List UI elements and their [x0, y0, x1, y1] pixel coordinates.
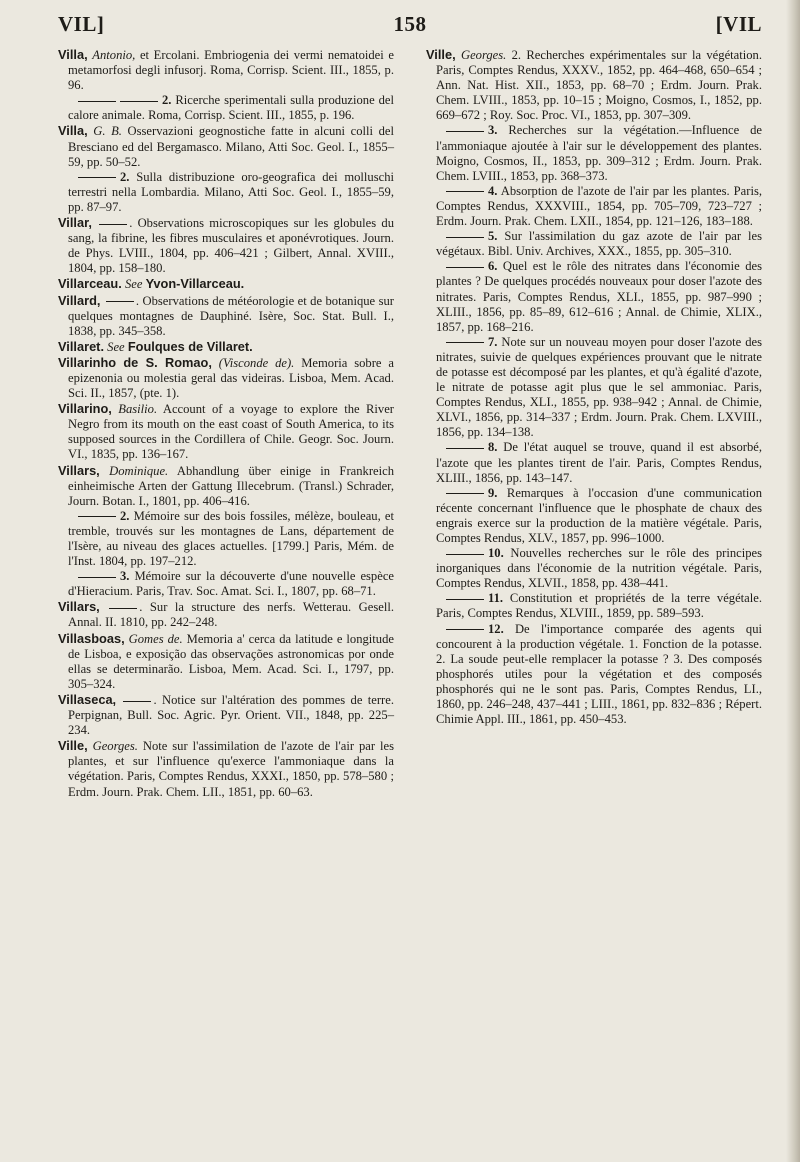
sub-entry — [426, 335, 762, 441]
entry-text: Ricerche sperimentali sulla produzione del calore animale. Roma, Corrisp. Scient. III., 1855, p. 196. — [68, 93, 394, 123]
bibliography-entry — [58, 463, 394, 509]
entry-number: 2. — [162, 93, 172, 108]
repeat-author-dash — [446, 342, 484, 343]
repeat-author-dash — [446, 131, 484, 132]
author-heading: Villasboas, — [58, 630, 125, 646]
sub-entry — [426, 486, 762, 546]
bibliography-entry — [58, 293, 394, 339]
repeat-author-dash — [446, 493, 484, 494]
author-heading: Ville, — [58, 738, 88, 754]
author-forename: Gomes de. — [128, 631, 183, 646]
cross-reference: Yvon-Villarceau. — [145, 276, 245, 292]
author-forename: G. B. — [93, 124, 122, 139]
bibliography-entry — [58, 215, 394, 276]
entry-text: Memoria sobre a epizenonia ou molestia geral das videiras. Lisboa, Mem. Acad. Sci. II., 1857, (pte. 1). — [68, 355, 394, 401]
sub-entry — [426, 591, 762, 621]
sub-entry — [58, 569, 394, 599]
bibliography-entry — [426, 47, 762, 123]
repeat-author-dash — [78, 516, 116, 517]
entry-text: Sur l'assimilation du gaz azote de l'air par les végétaux. Bibl. Univ. Archives, XXX., 1855, pp. 305–310. — [436, 229, 762, 259]
sub-entry — [426, 259, 762, 334]
author-heading: Villarino, — [58, 401, 112, 417]
page-header — [58, 12, 762, 37]
author-forename: Antonio, — [92, 48, 136, 62]
header-right: [VIL — [715, 12, 762, 36]
header-left: VIL] — [58, 12, 105, 36]
author-forename: Georges. — [92, 739, 138, 754]
entry-number: 2. — [120, 508, 130, 523]
author-heading: Villaseca, — [58, 691, 117, 707]
repeat-author-dash — [99, 224, 127, 225]
entry-text: Quel est le rôle des nitrates dans l'économie des plantes ? De quelques procédés nouveaux pour doser l'azote des nitrates. Paris, Comptes Rendus, XLI., 1855, pp. 987–990 ; XLIII., 1856, pp. 85–89, 612–616 ; Annal. de Chimie, XLIX., 1857, pp. 168–216. — [436, 259, 762, 334]
entry-number: 12. — [488, 621, 504, 636]
entry-text: De l'état auquel se trouve, quand il est absorbé, l'azote que les plantes tirent de l'air. Paris, Comptes Rendus, XLIII., 1856, pp. 143–147. — [436, 440, 762, 485]
author-heading: Villa, — [58, 47, 88, 62]
bibliography-entry — [58, 692, 394, 738]
see-reference: See — [107, 339, 125, 354]
right-column — [426, 47, 762, 800]
bibliography-entry — [58, 123, 394, 169]
entry-text: Abhandlung über einige in Frankreich einheimische Arten der Gattung Illecebrum. (Transl.) Schrader, Journ. Botan. I., 1801, pp. 406–416. — [68, 463, 394, 508]
entry-number: 9. — [488, 485, 498, 500]
author-heading: Villa, — [58, 123, 88, 139]
repeat-author-dash — [106, 301, 134, 302]
entry-number: 10. — [488, 546, 504, 561]
entry-text: Recherches sur la végétation.—Influence de l'ammoniaque ajoutée à l'air sur le développement des plantes. Moigno, Cosmos, II., 1853, pp. 309–312 ; Erdm. Journ. Prak. Chem. LVIII., 1853, pp. 368–373. — [436, 123, 762, 183]
cross-reference: Foulques de Villaret. — [127, 338, 253, 354]
entry-text: Mémoire sur des bois fossiles, mélèze, bouleau, et tremble, trouvés sur les montagnes de Lans, département de l'Isère, au niveau des glaces actuelles. [1799.] Paris, Mém. de l'Inst. 1804, pp. 197–212. — [68, 508, 394, 569]
entry-number: 2. — [120, 169, 130, 184]
repeat-author-dash — [446, 191, 484, 192]
bibliography-entry — [58, 276, 394, 292]
author-forename: Dominique. — [109, 463, 169, 478]
entry-text: Mémoire sur la découverte d'une nouvelle espèce d'Hieracium. Paris, Trav. Soc. Amat. Sci. I., 1807, pp. 68–71. — [68, 569, 394, 599]
entry-text: Memoria a' cerca da latitude e longitude de Lisboa, e exposição das observações astronomicas por onde ellas se determinarão. Lisboa, Mem. Acad. Sci. I., 1797, pp. 305–324. — [68, 631, 394, 691]
author-heading: Villarceau. — [58, 276, 122, 292]
repeat-author-dash — [123, 701, 151, 702]
entry-text: . Observations microscopiques sur les globules du sang, la fibrine, les fibres musculaires et aponévrotiques. Journ. de Phys. LVIII., 1804, pp. 406–421 ; Gilbert, Annal. XVIII., 1804, pp. 158–180. — [68, 216, 394, 276]
sub-entry — [426, 440, 762, 485]
bibliography-entry — [58, 47, 394, 93]
sub-entry — [58, 509, 394, 569]
repeat-author-dash — [78, 177, 116, 178]
entry-text: Sulla distribuzione oro-geografica dei molluschi terrestri nella Lombardia. Milano, Atti Soc. Geol. I., 1855–59, pp. 87–97. — [68, 169, 394, 214]
entry-number: 6. — [488, 259, 498, 274]
sub-entry — [426, 123, 762, 183]
entry-text: Nouvelles recherches sur le rôle des principes inorganiques dans l'économie de la nutrition végétale. Paris, Comptes Rendus, XLVII., 1858, pp. 438–441. — [436, 546, 762, 591]
bibliography-entry — [58, 401, 394, 462]
entry-text: Remarques à l'occasion d'une communication récente concernant l'influence que le phosphate de chaux des engrais exerce sur la production de la matière végétale. Paris, Comptes Rendus, XLV., 1857, pp. 996–1000. — [436, 485, 762, 545]
sub-entry — [426, 622, 762, 728]
repeat-author-dash — [446, 554, 484, 555]
sub-entry — [426, 546, 762, 591]
repeat-author-dash — [446, 267, 484, 268]
sub-entry — [58, 170, 394, 215]
repeat-author-dash — [446, 629, 484, 630]
entry-text: Constitution et propriétés de la terre végétale. Paris, Comptes Rendus, XLVIII., 1859, pp. 589–593. — [436, 591, 762, 621]
entry-text: Note sur l'assimilation de l'azote de l'air par les plantes, et sur l'influence qu'exerce l'ammoniaque dans la végétation. Paris, Comptes Rendus, XXXI., 1850, pp. 578–580 ; Erdm. Journ. Prak. Chem. LII., 1851, pp. 60–63. — [68, 739, 394, 799]
repeat-author-dash — [446, 237, 484, 238]
entry-text: . Notice sur l'altération des pommes de terre. Perpignan, Bull. Soc. Agric. Pyr. Orient. VII., 1848, pp. 225–234. — [68, 692, 394, 738]
author-heading: Ville, — [426, 47, 456, 62]
bibliography-entry — [58, 339, 394, 355]
author-heading: Villaret. — [58, 338, 105, 354]
repeat-author-dash — [78, 101, 116, 102]
sub-entry — [426, 229, 762, 259]
entry-text: Osservazioni geognostiche fatte in alcuni colli del Bresciano ed del Bergamasco. Milano, Atti Soc. Geol. I., 1855–59, pp. 50–52. — [68, 124, 394, 169]
entry-text: Absorption de l'azote de l'air par les plantes. Paris, Comptes Rendus, XXXVIII., 1854, pp. 705–709, 723–727 ; Erdm. Journ. Prak. Chem. LXII., 1854, pp. 121–126, 183–188. — [436, 183, 762, 229]
left-column — [58, 47, 394, 800]
sub-entry — [58, 93, 394, 123]
repeat-author-dash — [109, 608, 137, 609]
author-heading: Villars, — [58, 462, 100, 478]
author-forename: Basilio. — [118, 402, 158, 417]
entry-number: 8. — [488, 440, 498, 455]
entry-text: et Ercolani. Embriogenia dei vermi nematoidei e metamorfosi degli infusorj. Roma, Corrisp. Scient. III., 1855, p. 96. — [68, 48, 394, 93]
entry-number: 11. — [488, 591, 504, 606]
repeat-author-dash — [446, 599, 484, 600]
author-heading: Villarinho de S. Romao, — [58, 354, 212, 370]
entry-text: 2. Recherches expérimentales sur la végétation. Paris, Comptes Rendus, XXXV., 1852, pp. 464–468, 650–654 ; Ann. Nat. Hist. XII., 1853, pp. 68–70 ; Erdm. Journ. Prak. Chem. LVIII., 1853, pp. 10–15 ; Moigno, Cosmos, I., 1852, pp. 669–672 ; Roy. Soc. Proc. VI., 1853, pp. 307–309. — [436, 48, 762, 123]
repeat-author-dash — [446, 448, 484, 449]
entry-text: . Sur la structure des nerfs. Wetterau. Gesell. Annal. II. 1810, pp. 242–248. — [68, 600, 394, 630]
entry-number: 3. — [120, 569, 130, 584]
entry-text: . Observations de météorologie et de botanique sur quelques montagnes de Dauphiné. Isère, Soc. Stat. Bull. I., 1838, pp. 345–358. — [68, 293, 394, 338]
entry-number: 5. — [488, 229, 498, 244]
author-forename: (Visconde de). — [218, 355, 295, 370]
repeat-author-dash — [78, 577, 116, 578]
entry-text: Account of a voyage to explore the River Negro from its mouth on the east coast of South America, to its supposed sources in the Cordillera of Chile. Geogr. Soc. Journ. VI., 1835, pp. 136–167. — [68, 402, 394, 462]
entry-text: Note sur un nouveau moyen pour doser l'azote des nitrates, suivie de quelques expériences prouvant que le nitrate de potasse est décomposé par les plantes, et qu'à égalité d'azote, le nitrate de potasse agit plus que le sel ammoniac. Paris, Comptes Rendus, XLI., 1855, pp. 938–942 ; Annal. de Chimie, XLVI., 1856, pp. 314–337 ; Erdm. Journ. Prak. Chem. LXVIII., 1856, pp. 134–138. — [436, 334, 762, 440]
bibliography-entry — [58, 355, 394, 401]
entry-text: De l'importance comparée des agents qui concourent à la production végétale. 1. Fonction de la potasse. 2. La soude peut-elle remplacer la potasse ? 3. Des composés phosphorés utiles pour la végétation et des composés phosphorés qui ne le sont pas. Paris, Comptes Rendus, LI., 1860, pp. 246–248, 437–441 ; LIII., 1861, pp. 832–836 ; Répert. Chimie Appl. III., 1861, pp. 450–453. — [436, 621, 762, 727]
author-heading: Villars, — [58, 599, 100, 615]
page-edge-shadow — [786, 0, 800, 1162]
bibliography-entry — [58, 738, 394, 799]
author-heading: Villard, — [58, 292, 101, 308]
author-forename: Georges. — [460, 48, 507, 62]
bibliography-entry — [58, 599, 394, 630]
entry-number: 7. — [488, 334, 498, 349]
entry-number: 3. — [488, 123, 498, 138]
entry-number: 4. — [488, 183, 498, 198]
sub-entry — [426, 184, 762, 229]
see-reference: See — [124, 277, 143, 292]
page-number: 158 — [393, 12, 427, 36]
repeat-author-dash — [120, 101, 158, 102]
author-heading: Villar, — [58, 215, 92, 231]
bibliography-entry — [58, 631, 394, 692]
